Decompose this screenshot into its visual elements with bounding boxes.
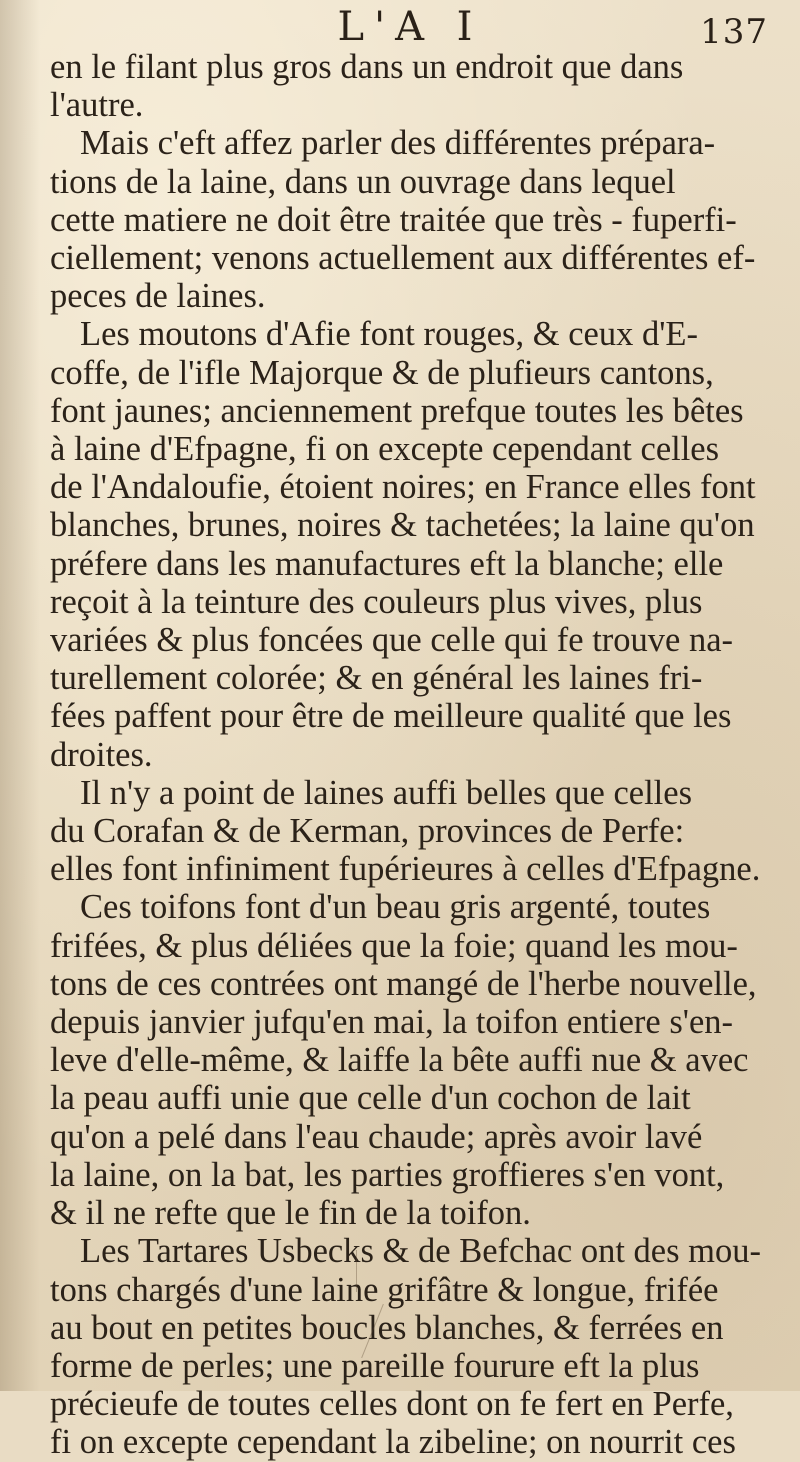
running-title: L'A I: [337, 4, 483, 50]
body-text: [50, 48, 770, 1462]
text-line: variées & plus foncées que celle qui fe trouve na-: [50, 621, 734, 660]
text-line: Les Tartares Usbecks & de Befchac ont des mou-: [80, 1232, 761, 1271]
paragraph: [50, 774, 770, 889]
text-line: tons chargés d'une laine grifâtre & longue, frifée: [50, 1270, 719, 1309]
text-line: reçoit à la teinture des couleurs plus vives, plus: [50, 582, 703, 621]
text-line: font jaunes; anciennement prefque toutes les bêtes: [50, 391, 744, 430]
text-line: ciellement; venons actuellement aux différentes ef-: [50, 239, 756, 278]
text-line: fi on excepte cependant la zibeline; on nourrit ces: [50, 1423, 736, 1462]
paragraph: [50, 315, 770, 773]
text-line: droites.: [50, 735, 153, 774]
text-line: leve d'elle-même, & laiffe la bête auffi nue & avec: [50, 1041, 749, 1080]
page-header: [0, 2, 800, 50]
text-line: & il ne refte que le fin de la toifon.: [50, 1194, 531, 1233]
text-line: en le filant plus gros dans un endroit que dans: [50, 48, 684, 86]
text-line: Mais c'eft affez parler des différentes prépara-: [80, 124, 716, 163]
paragraph: [50, 1232, 770, 1461]
text-line: la peau auffi unie que celle d'un cochon de lait: [50, 1079, 691, 1118]
text-line: tons de ces contrées ont mangé de l'herbe nouvelle,: [50, 964, 757, 1003]
page-number: 137: [700, 12, 768, 52]
text-line: à laine d'Efpagne, fi on excepte cependant celles: [50, 430, 720, 469]
text-line: préfere dans les manufactures eft la blanche; elle: [50, 544, 724, 583]
text-line: peces de laines.: [50, 277, 266, 316]
text-line: au bout en petites boucles blanches, & ferrées en: [50, 1308, 724, 1347]
text-line: précieufe de toutes celles dont on fe fert en Perfe,: [50, 1385, 734, 1424]
paragraph: [50, 48, 770, 124]
text-line: l'autre.: [50, 86, 144, 125]
text-line: coffe, de l'ifle Majorque & de plufieurs cantons,: [50, 353, 714, 392]
text-line: fées paffent pour être de meilleure qualité que les: [50, 697, 732, 736]
text-line: Il n'y a point de laines auffi belles que celles: [80, 773, 693, 812]
text-line: du Corafan & de Kerman, provinces de Perfe:: [50, 812, 685, 851]
text-line: frifées, & plus déliées que la foie; quand les mou-: [50, 926, 738, 965]
text-line: Ces toifons font d'un beau gris argenté, toutes: [80, 888, 711, 927]
text-line: turellement colorée; & en général les laines fri-: [50, 659, 703, 698]
text-line: tions de la laine, dans un ouvrage dans lequel: [50, 162, 676, 201]
text-line: blanches, brunes, noires & tachetées; la laine qu'on: [50, 506, 755, 545]
margin-mark: [356, 1250, 357, 1292]
text-line: cette matiere ne doit être traitée que très - fuperfi-: [50, 200, 737, 239]
text-line: de l'Andaloufie, étoient noires; en France elles font: [50, 468, 756, 507]
text-line: qu'on a pelé dans l'eau chaude; après avoir lavé: [50, 1117, 703, 1156]
text-line: forme de perles; une pareille fourure eft la plus: [50, 1346, 700, 1385]
text-line: la laine, on la bat, les parties groffieres s'en vont,: [50, 1155, 725, 1194]
paragraph: [50, 124, 770, 315]
binding-shadow: [0, 0, 40, 1391]
text-line: depuis janvier jufqu'en mai, la toifon entiere s'en-: [50, 1003, 734, 1042]
paragraph: [50, 888, 770, 1232]
text-line: Les moutons d'Afie font rouges, & ceux d'E-: [80, 315, 698, 354]
text-line: elles font infiniment fupérieures à celles d'Efpagne.: [50, 850, 761, 889]
